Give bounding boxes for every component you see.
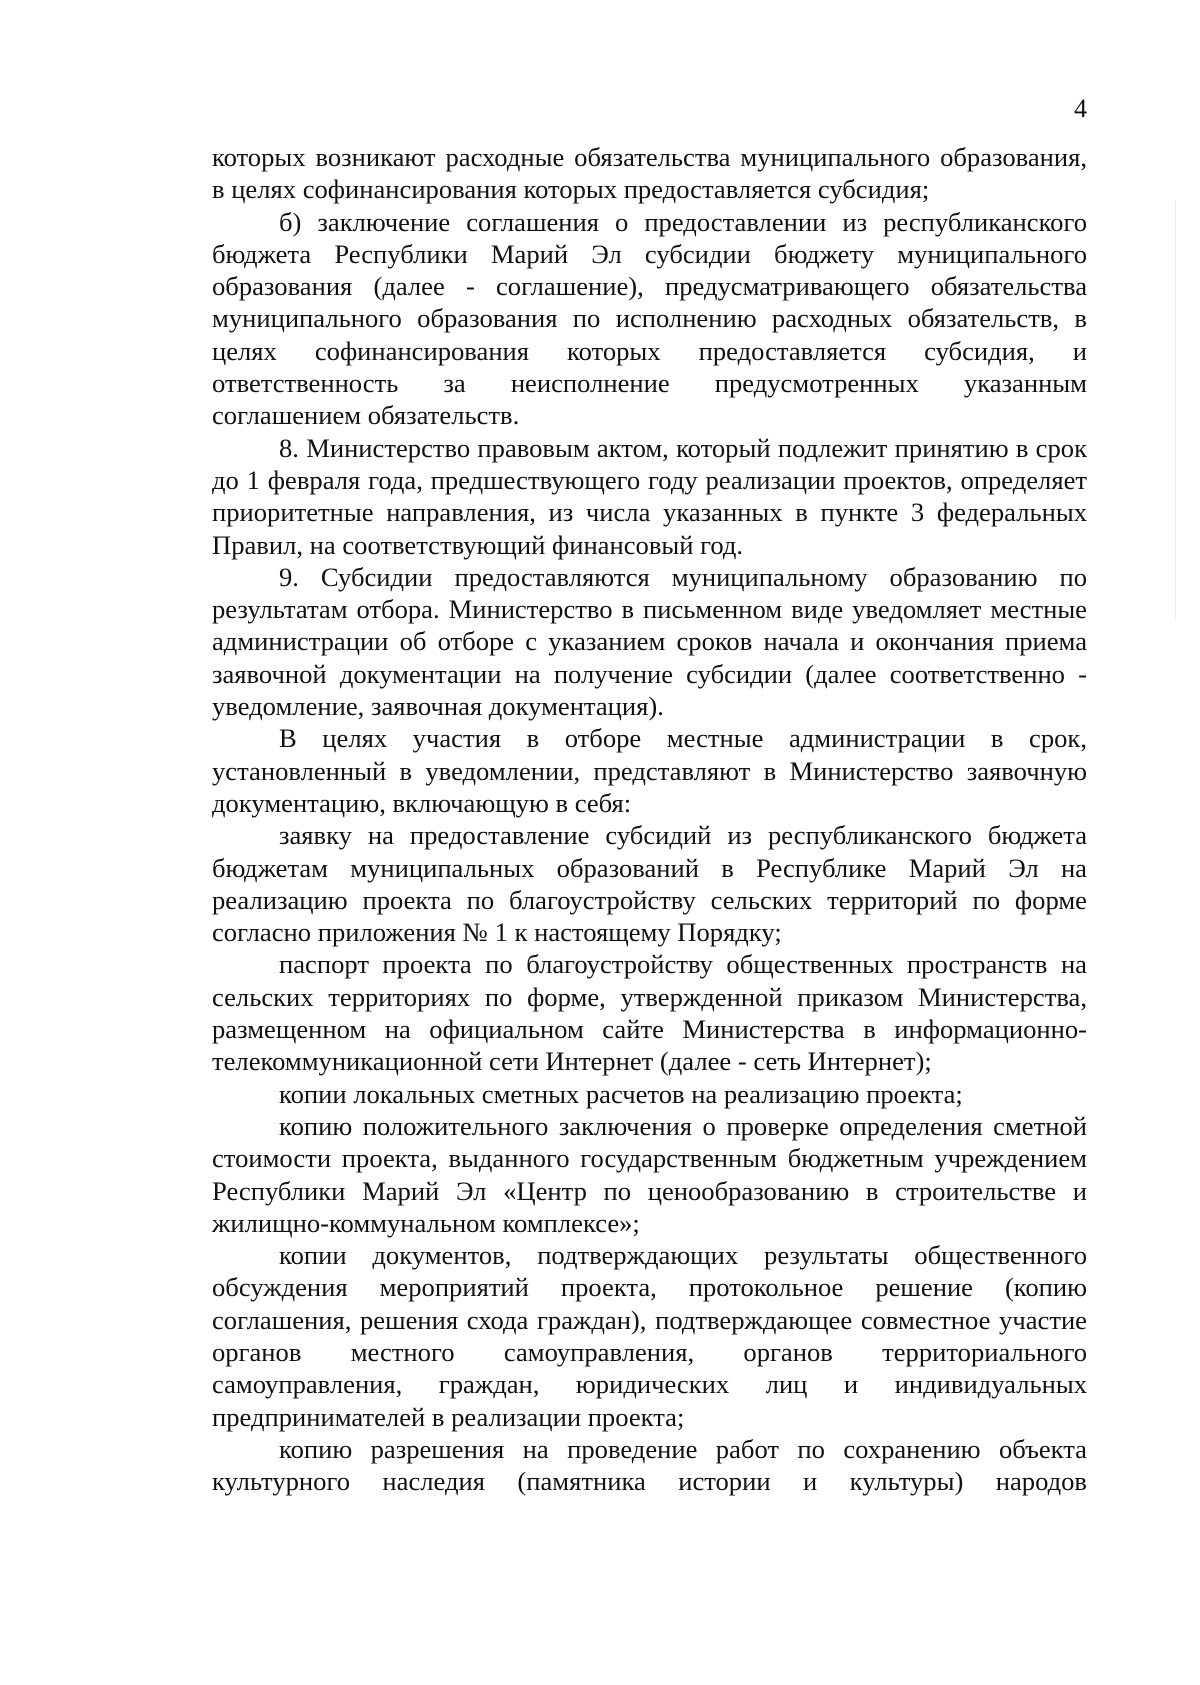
document-body <box>212 141 1087 1497</box>
paragraph-application-request: заявку на предоставление субсидий из республиканского бюджета бюджетам муниципальных образований в Республике Марий Эл на реализацию проекта по благоустройству сельских территорий по форме согласно приложения № 1 к настоящему Порядку; <box>212 820 1087 948</box>
scan-edge-shadow <box>1175 200 1176 620</box>
page-number: 4 <box>1074 94 1087 123</box>
paragraph-item-b: б) заключение соглашения о предоставлении из республиканского бюджета Республики Марий Эл субсидии бюджету муниципального образования (далее - соглашение), предусматривающего обязательства муниципального образования по исполнению расходных обязательств, в целях софинансирования которых предоставляется субсидия, и ответственность за неисполнение предусмотренных указанным соглашением обязательств. <box>212 206 1087 431</box>
paragraph-estimates: копии локальных сметных расчетов на реализацию проекта; <box>279 1078 963 1109</box>
paragraph-expert-conclusion: копию положительного заключения о проверке определения сметной стоимости проекта, выданного государственным бюджетным учреждением Республики Марий Эл «Центр по ценообразованию в строительстве и жилищно-коммунальном комплексе»; <box>212 1110 1087 1238</box>
paragraph-continuation: которых возникают расходные обязательства муниципального образования, в целях софинансирования которых предоставляется субсидия; <box>212 142 1087 205</box>
paragraph-project-passport: паспорт проекта по благоустройству общественных пространств на сельских территориях по форме, утвержденной приказом Министерства, размещенном на официальном сайте Министерства в информационно-телекоммуникационной сети Интернет (далее - сеть Интернет); <box>212 949 1087 1077</box>
paragraph-application-intro: В целях участия в отборе местные администрации в срок, установленный в уведомлении, представляют в Министерство заявочную документацию, включающую в себя: <box>212 723 1087 818</box>
paragraph-point-9: 9. Субсидии предоставляются муниципальному образованию по результатам отбора. Министерство в письменном виде уведомляет местные администрации об отборе с указанием сроков начала и окончания приема заявочной документации на получение субсидии (далее соответственно - уведомление, заявочная документация). <box>212 561 1087 722</box>
paragraph-public-discussion: копии документов, подтверждающих результаты общественного обсуждения мероприятий проекта, протокольное решение (копию соглашения, решения схода граждан), подтверждающее совместное участие органов местного самоуправления, органов территориального самоуправления, граждан, юридических лиц и индивидуальных предпринимателей в реализации проекта; <box>212 1240 1087 1432</box>
paragraph-heritage-permit: копию разрешения на проведение работ по сохранению объекта культурного наследия (памятника истории и культуры) народов <box>212 1433 1087 1497</box>
paragraph-point-8: 8. Министерство правовым актом, который подлежит принятию в срок до 1 февраля года, предшествующего году реализации проектов, определяет приоритетные направления, из числа указанных в пункте 3 федеральных Правил, на соответствующий финансовый год. <box>212 432 1087 560</box>
